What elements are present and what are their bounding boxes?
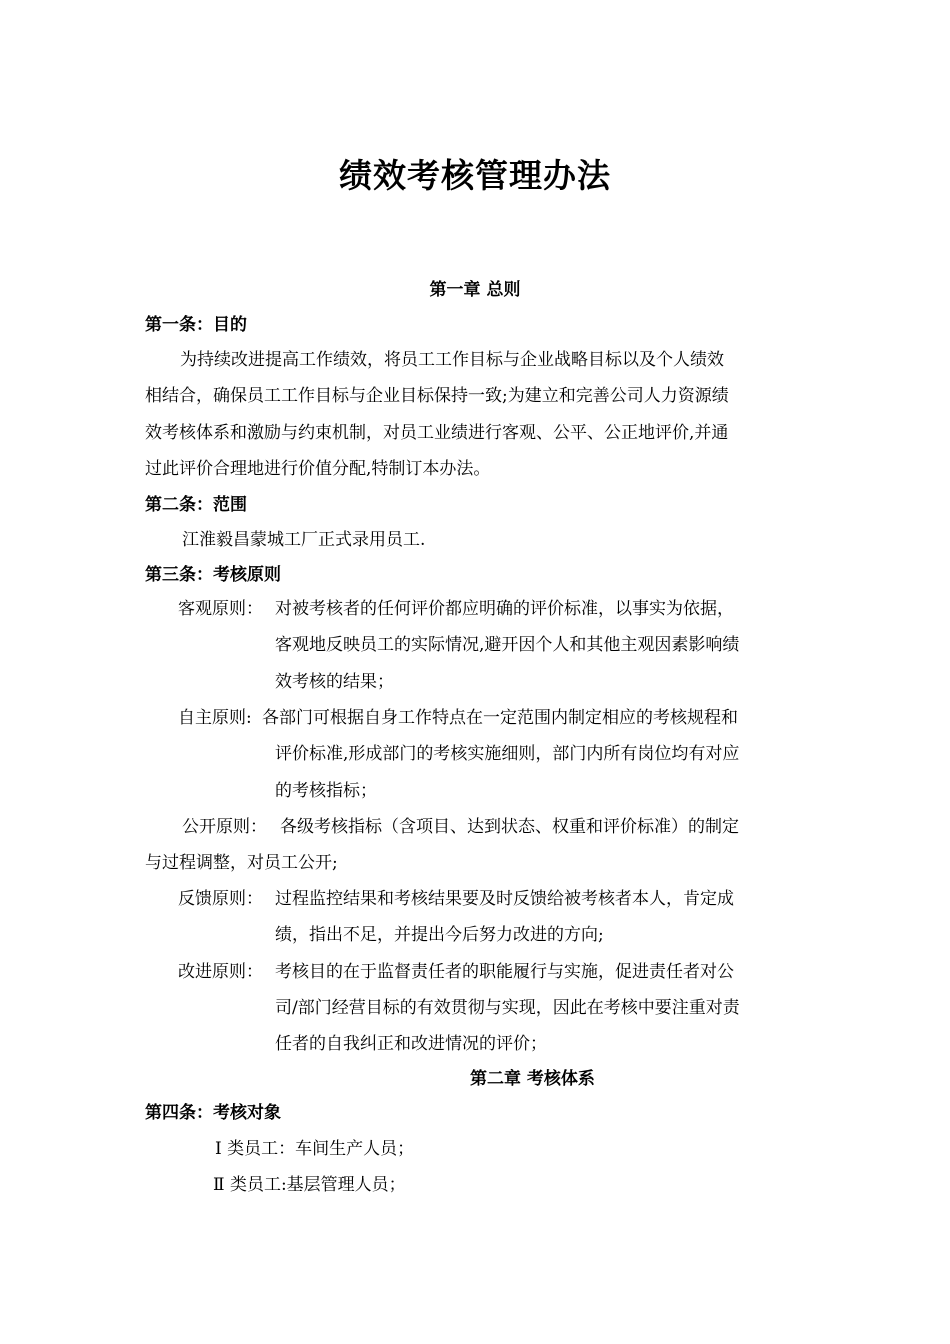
principle-feedback-label: 反馈原则：: [178, 889, 263, 909]
article-4-heading: 第四条：考核对象: [145, 1103, 281, 1123]
staff-category-item: Ⅰ 类员工：车间生产人员；: [215, 1139, 415, 1159]
principle-objective-line-1: 对被考核者的任何评价都应明确的评价标准，以事实为依据，: [275, 599, 734, 619]
principle-openness-label: 公开原则：: [182, 817, 267, 837]
article-1-line-1: 为持续改进提高工作绩效，将员工工作目标与企业战略目标以及个人绩效: [180, 350, 724, 370]
principle-openness-line-2: 与过程调整，对员工公开;: [145, 853, 338, 873]
article-1-heading: 第一条：目的: [145, 315, 247, 335]
principle-autonomy-line-3: 的考核指标；: [275, 781, 377, 801]
article-1-line-2: 相结合，确保员工工作目标与企业目标保持一致;为建立和完善公司人力资源绩: [145, 386, 729, 406]
principle-feedback-line-2: 绩，指出不足，并提出今后努力改进的方向;: [275, 925, 604, 945]
principle-improvement-line-2: 司/部门经营目标的有效贯彻与实现，因此在考核中要注重对责: [275, 998, 740, 1018]
principle-objective-line-3: 效考核的结果；: [275, 672, 394, 692]
principle-improvement-label: 改进原则：: [178, 962, 263, 982]
staff-category-item: Ⅱ 类员工:基层管理人员；: [213, 1175, 406, 1195]
principle-openness-line-1: 各级考核指标（含项目、达到状态、权重和评价标准）的制定: [280, 817, 739, 837]
article-2-text: 江淮毅昌蒙城工厂正式录用员工.: [182, 530, 426, 550]
article-2-heading: 第二条：范围: [145, 495, 247, 515]
principle-improvement-line-1: 考核目的在于监督责任者的职能履行与实施，促进责任者对公: [275, 962, 734, 982]
chapter-1-heading: 第一章 总则: [429, 280, 521, 300]
article-1-line-4: 过此评价合理地进行价值分配,特制订本办法。: [145, 459, 491, 479]
document-title: 绩效考核管理办法: [339, 156, 611, 195]
chapter-2-heading: 第二章 考核体系: [470, 1069, 595, 1089]
principle-feedback-line-1: 过程监控结果和考核结果要及时反馈给被考核者本人，肯定成: [275, 889, 734, 909]
principle-objective-line-2: 客观地反映员工的实际情况,避开因个人和其他主观因素影响绩: [275, 635, 740, 655]
principle-objective-label: 客观原则：: [178, 599, 263, 619]
article-1-line-3: 效考核体系和激励与约束机制，对员工业绩进行客观、公平、公正地评价,并通: [145, 423, 729, 443]
principle-autonomy-label: 自主原则:: [178, 708, 252, 728]
article-3-heading: 第三条：考核原则: [145, 565, 281, 585]
principle-autonomy-line-1: 各部门可根据自身工作特点在一定范围内制定相应的考核规程和: [262, 708, 738, 728]
principle-autonomy-line-2: 评价标准,形成部门的考核实施细则，部门内所有岗位均有对应: [275, 744, 740, 764]
principle-improvement-line-3: 任者的自我纠正和改进情况的评价；: [275, 1034, 547, 1054]
